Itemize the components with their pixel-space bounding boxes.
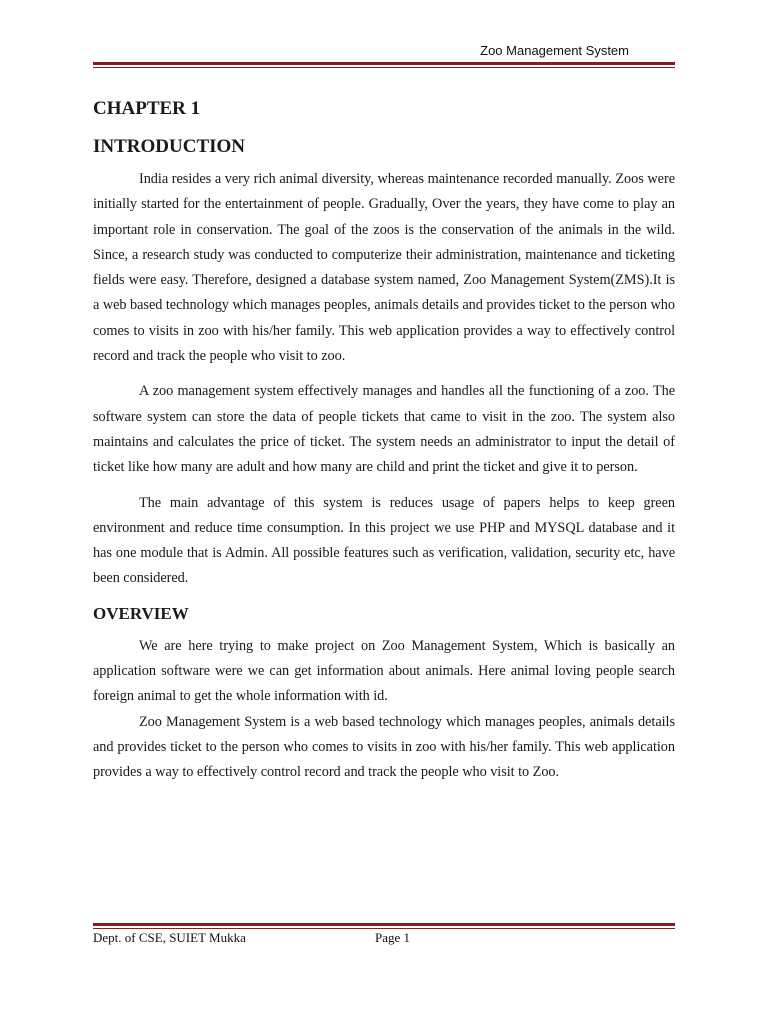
overview-paragraph-1: We are here trying to make project on Zoo Management System, Which is basically an application software were we can get information about animals. Here animal loving people search foreign animal to get the whole information with id. bbox=[93, 637, 675, 705]
footer-rule-thin bbox=[93, 928, 675, 929]
intro-paragraph-1: India resides a very rich animal diversity, whereas maintenance recorded manually. Zoos were initially started for the entertainment of people. Gradually, Over the years, they have come to play an important role in conservation. The goal of the zoos is the conservation of the animals in the wild. Since, a research study was conducted to computerize their administration, maintenance and ticketing fields were easy. Therefore, designed a database system named, Zoo Management System(ZMS).It is a web based technology which manages peoples, animals details and provides ticket to the person who comes to visits in zoo with his/her family. This web application provides a way to effectively control record and track the people who visit to zoo. bbox=[93, 171, 675, 365]
footer-rule bbox=[93, 923, 675, 929]
footer-department: Dept. of CSE, SUIET Mukka bbox=[93, 930, 246, 945]
intro-paragraph-3: The main advantage of this system is reduces usage of papers helps to keep green environment and reduce time consumption. In this project we use PHP and MYSQL database and it has one module that is Admin. All possible features such as verification, validation, security etc, have been considered. bbox=[93, 494, 675, 587]
overview-heading: OVERVIEW bbox=[93, 603, 189, 623]
overview-section bbox=[93, 634, 675, 786]
page-content bbox=[93, 96, 675, 786]
header-rule-thin bbox=[93, 67, 675, 68]
chapter-title: INTRODUCTION bbox=[93, 136, 246, 157]
overview-paragraph-2: Zoo Management System is a web based technology which manages peoples, animals details and provides ticket to the person who comes to visits in zoo with his/her family. This web application provides a way to effectively control record and track the people who visit to Zoo. bbox=[93, 713, 675, 781]
intro-paragraph-2: A zoo management system effectively manages and handles all the functioning of a zoo. The software system can store the data of people tickets that came to visit in the zoo. The system also maintains and calculates the price of ticket. The system needs an administrator to input the detail of ticket like how many are adult and how many are child and print the ticket and give it to person. bbox=[93, 383, 675, 476]
introduction-section bbox=[93, 167, 675, 592]
header-rule bbox=[93, 62, 675, 68]
footer-page-number: Page 1 bbox=[375, 930, 411, 945]
running-header-title: Zoo Management System bbox=[480, 43, 629, 58]
chapter-number: CHAPTER 1 bbox=[93, 98, 201, 119]
